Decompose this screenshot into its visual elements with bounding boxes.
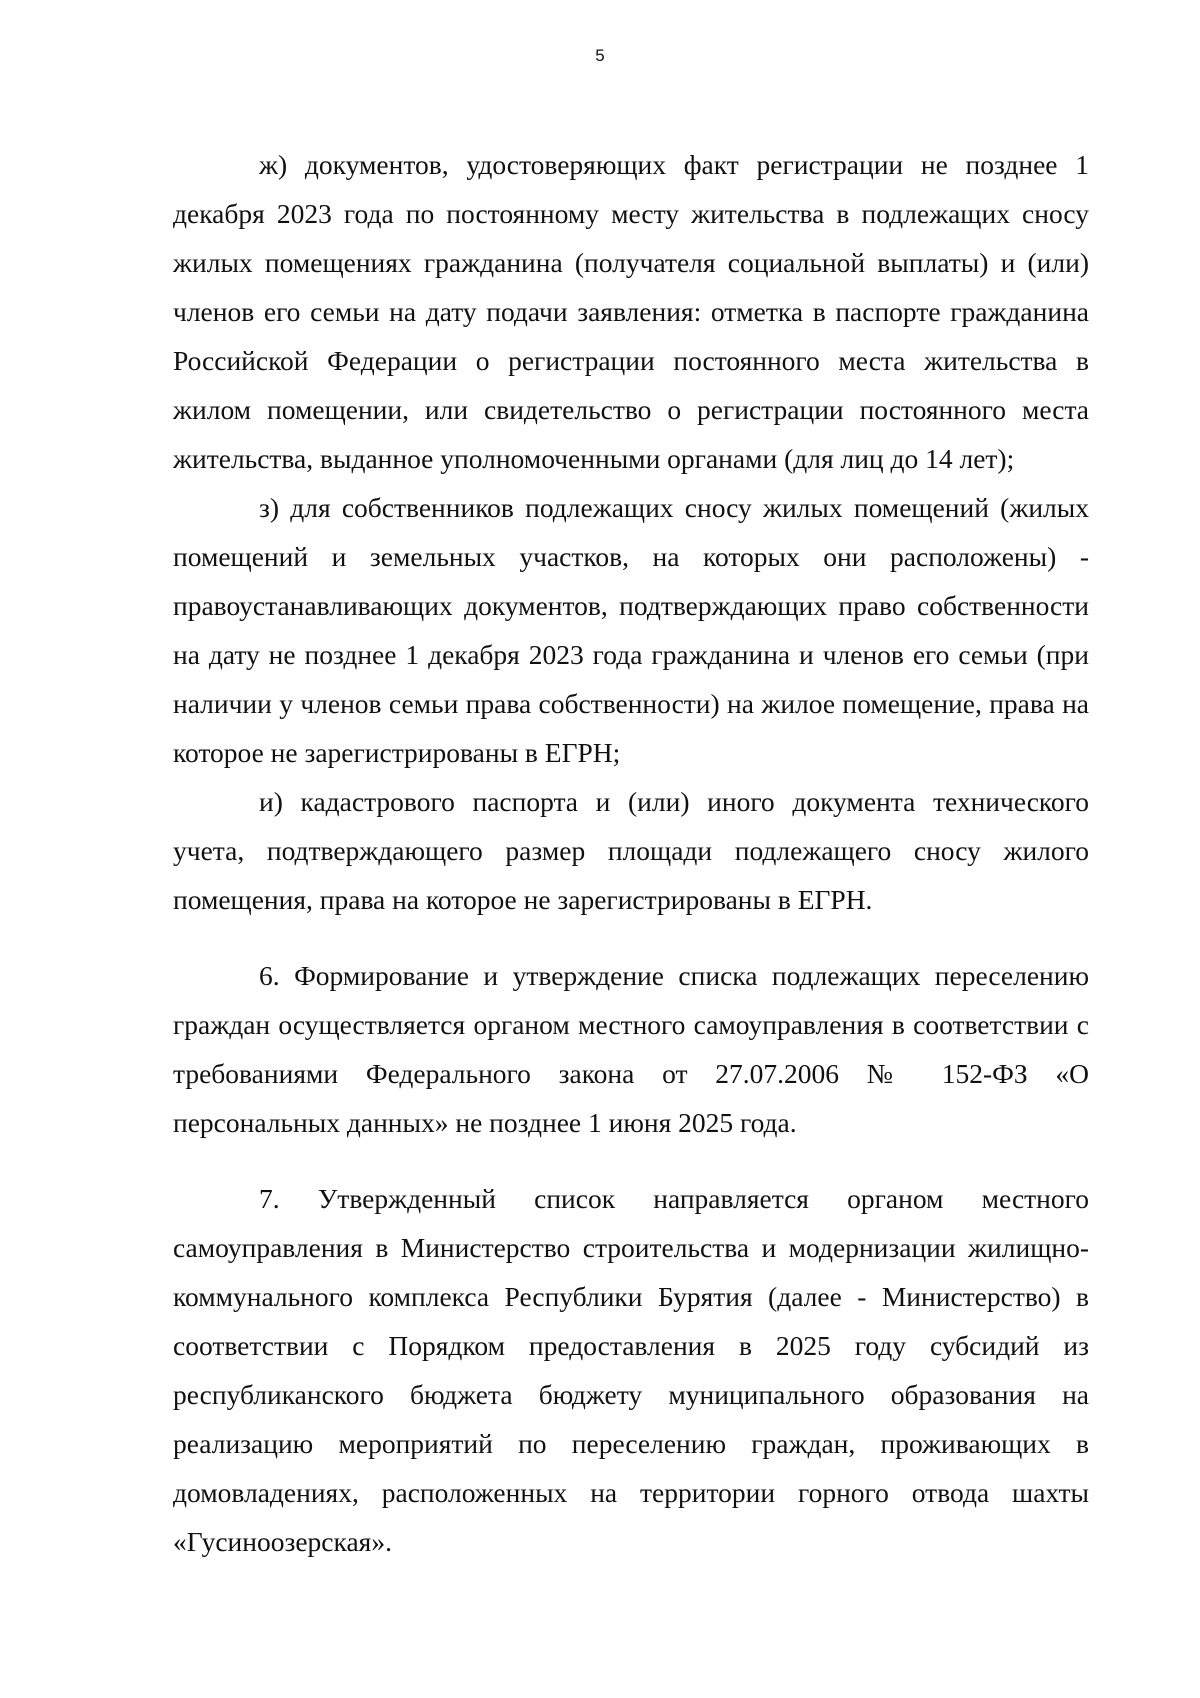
paragraph-item-i: и) кадастрового паспорта и (или) иного документа технического учета, подтверждающего размер площади подлежащего сносу жилого помещения, права на которое не зарегистрированы в ЕГРН.: [173, 786, 1089, 915]
document-body: [173, 140, 1089, 1566]
paragraph-item-zh: ж) документов, удостоверяющих факт регистрации не позднее 1 декабря 2023 года по постоянному месту жительства в подлежащих сносу жилых помещениях гражданина (получателя социальной выплаты) и (или) членов его семьи на дату подачи заявления: отметка в паспорте гражданина Российской Федерации о регистрации постоянного места жительства в жилом помещении, или свидетельство о регистрации постоянного места жительства, выданное уполномоченными органами (для лиц до 14 лет);: [173, 149, 1089, 474]
paragraph-clause-7: 7. Утвержденный список направляется органом местного самоуправления в Министерство строительства и модернизации жилищно-коммунального комплекса Республики Бурятия (далее - Министерство) в соответствии с Порядком предоставления в 2025 году субсидий из республиканского бюджета бюджету муниципального образования на реализацию мероприятий по переселению граждан, проживающих в домовладениях, расположенных на территории горного отвода шахты «Гусиноозерская».: [173, 1183, 1089, 1557]
paragraph-item-z: з) для собственников подлежащих сносу жилых помещений (жилых помещений и земельных участков, на которых они расположены) - правоустанавливающих документов, подтверждающих право собственности на дату не позднее 1 декабря 2023 года гражданина и членов его семьи (при наличии у членов семьи права собственности) на жилое помещение, права на которое не зарегистрированы в ЕГРН;: [173, 492, 1089, 768]
paragraph-clause-6: 6. Формирование и утверждение списка подлежащих переселению граждан осуществляется органом местного самоуправления в соответствии с требованиями Федерального закона от 27.07.2006 № 152-ФЗ «О персональных данных» не позднее 1 июня 2025 года.: [173, 960, 1089, 1138]
page-number: 5: [595, 46, 605, 65]
